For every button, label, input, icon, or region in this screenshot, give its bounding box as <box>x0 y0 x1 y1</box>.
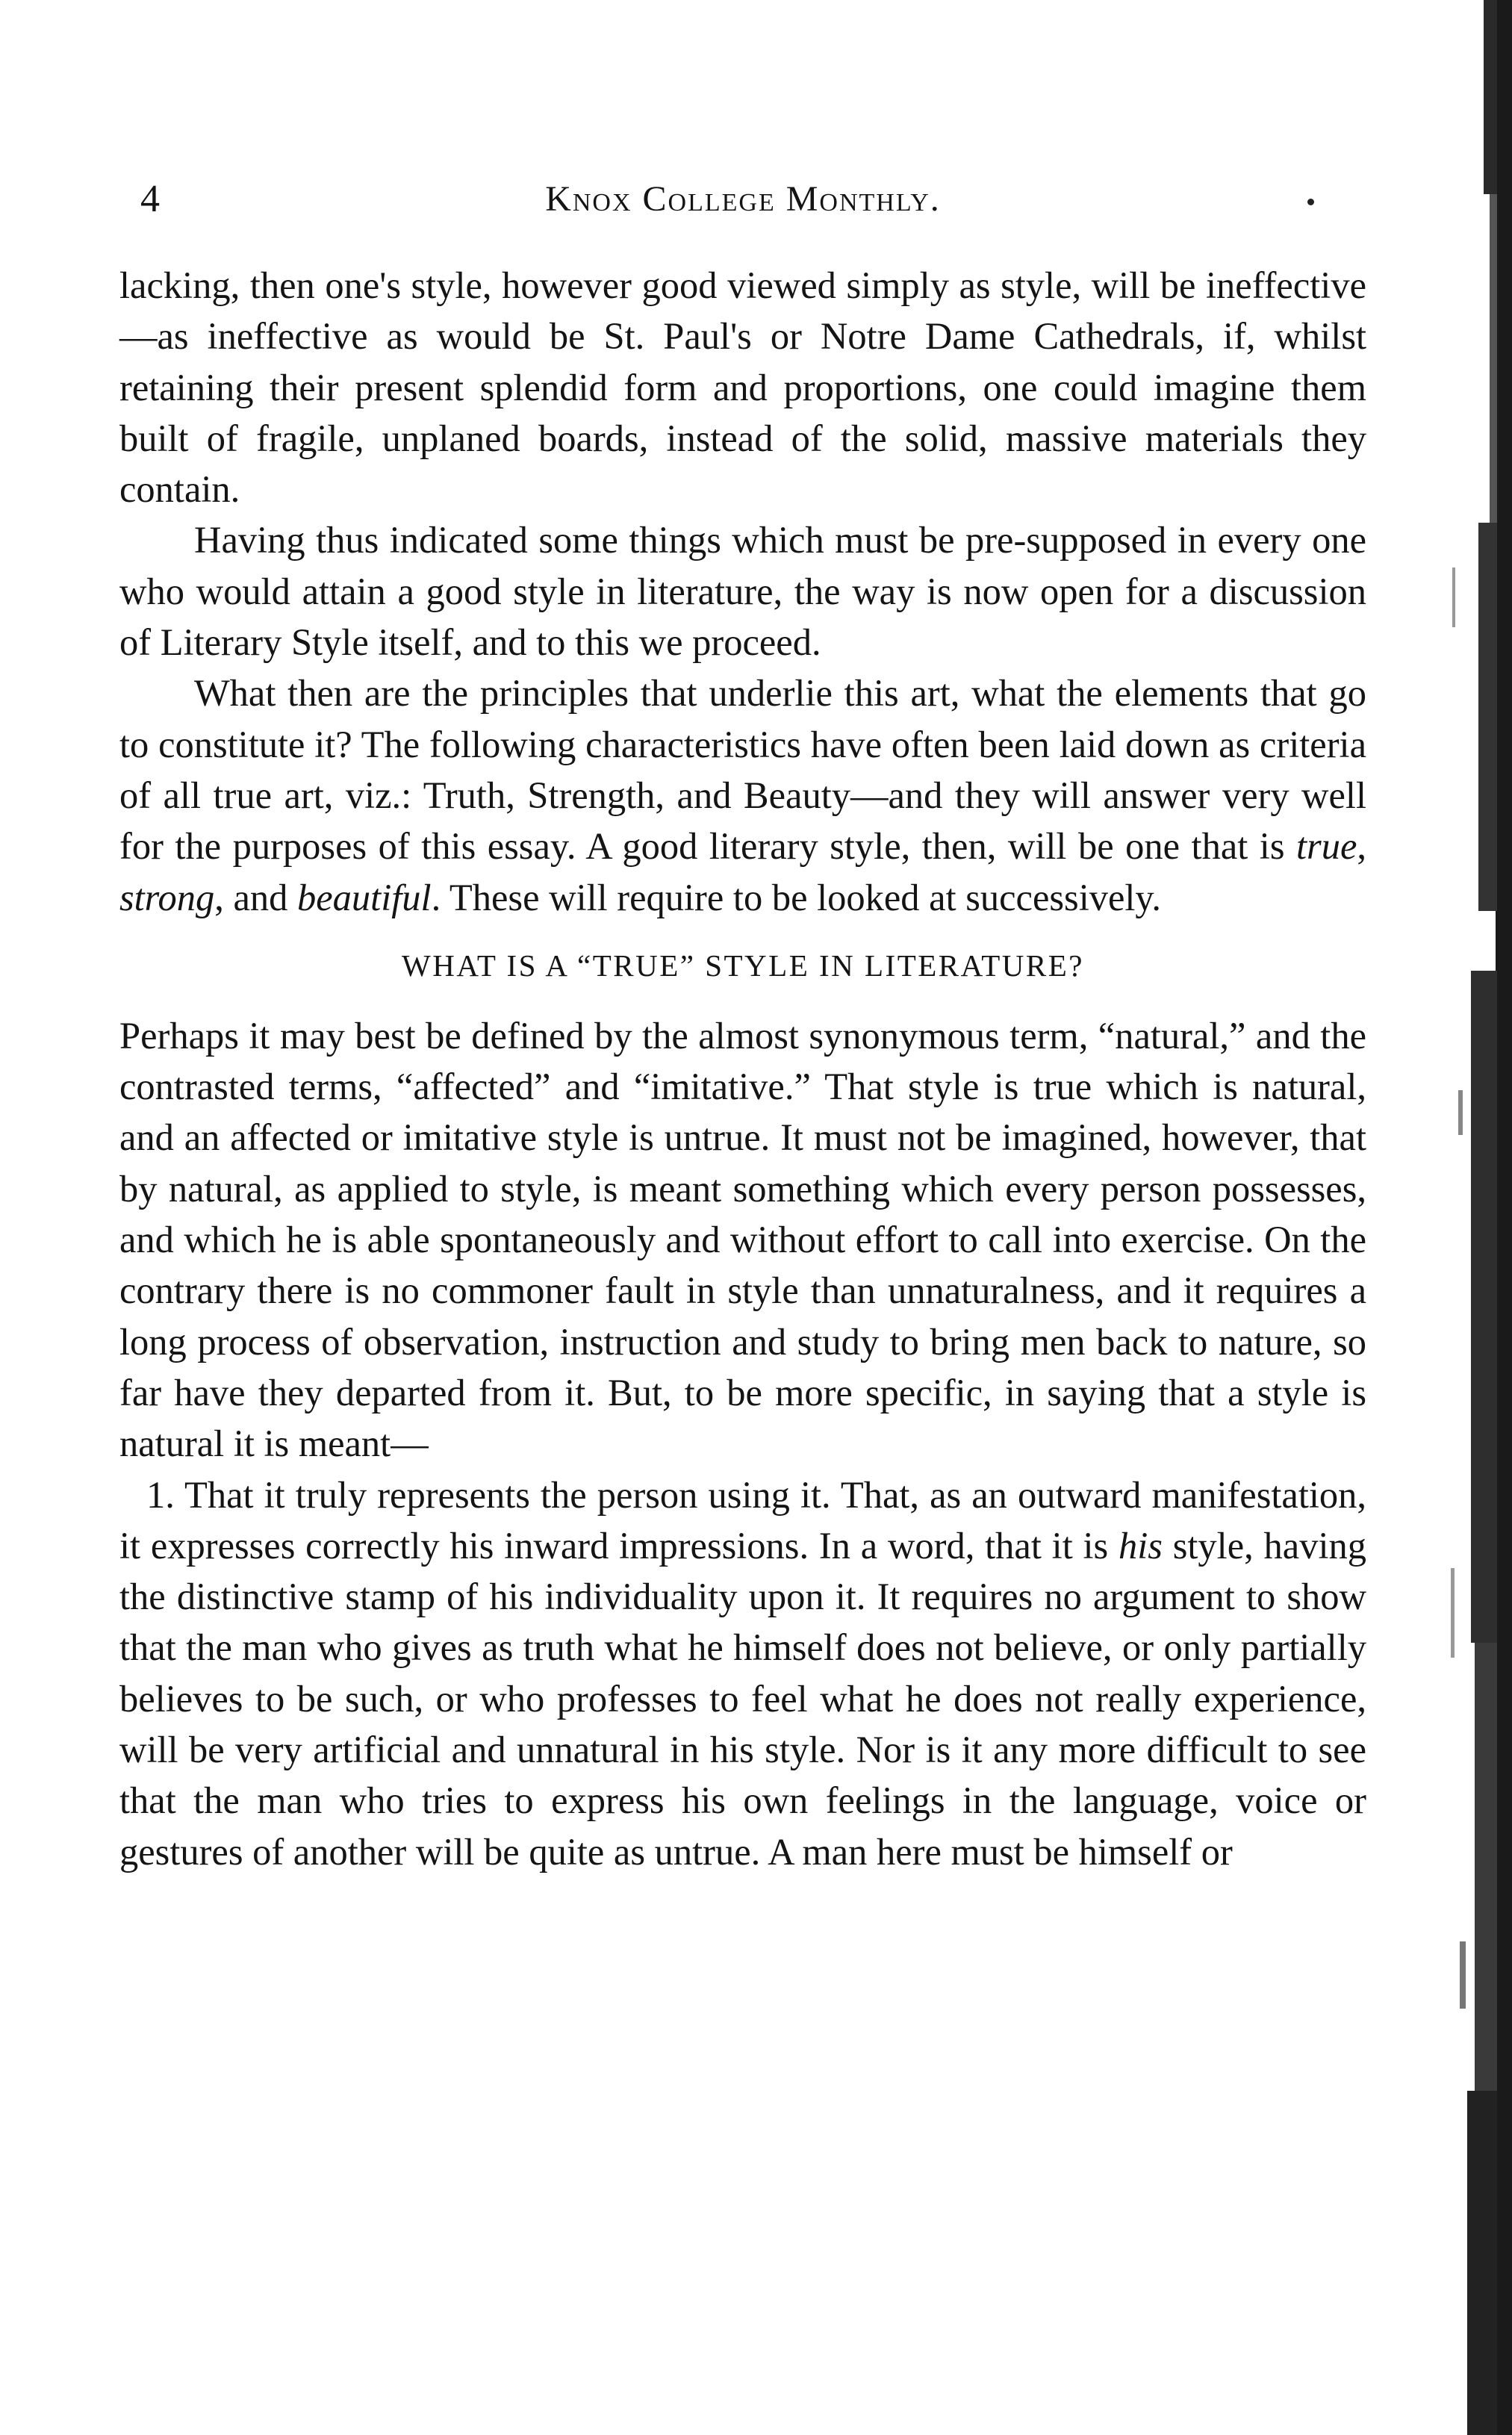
emphasis-true: true <box>1296 825 1357 868</box>
scan-edge-shadow <box>1437 0 1512 2435</box>
paragraph-text: style, having the distinctive stamp of his individuality upon it. It requires no argument to show that the man who gives as truth what he himself does not believe, or only partially believes to be such, or who professes to feel what he does not really experience, will be very artificial and unnatural in his style. Nor is it any more difficult to see that the man who tries to express his own feelings in the language, voice or gestures of another will be quite as untrue. A man here must be himself or <box>119 1524 1366 1873</box>
section-heading: WHAT IS A “TRUE” STYLE IN LITERATURE? <box>402 948 1084 983</box>
stray-ink-mark <box>1307 199 1314 205</box>
paragraph-text: lacking, then one's style, however good viewed simply as style, will be ineffective—as ineffective as would be St. Paul's or Notre Dame Cathedrals, if, whilst retaining their present splendid form and proportions, one could imagine them built of fragile, unplaned boards, instead of the solid, massive materials they contain. <box>119 264 1366 511</box>
paragraph-what-then <box>119 668 1366 922</box>
numbered-paragraph-1 <box>119 1470 1366 1877</box>
page-number: 4 <box>140 178 160 220</box>
paragraph-text: , <box>1357 825 1366 868</box>
paragraph-continued <box>119 260 1366 514</box>
paragraph-text: Perhaps it may best be defined by the almost synonymous term, “natural,” and the contrasted terms, “affected” and “imitative.” That style is true which is natural, and an affected or imitative style is untrue. It must not be imagined, however, that by natural, as applied to style, is meant something which every person possesses, and which he is able spontaneously and without effort to call into exercise. On the contrary there is no commoner fault in style than unnaturalness, and it requires a long process of observation, instruction and study to bring men back to nature, so far have they departed from it. But, to be more specific, in saying that a style is natural it is meant— <box>119 1014 1366 1465</box>
paragraph-text: . These will require to be looked at successively. <box>431 876 1162 918</box>
paragraph-text: 1. That it truly represents the person using it. That, as an outward manifestation, it expresses correctly his inward impressions. In a word, that it is <box>119 1473 1366 1567</box>
body-text <box>119 260 1366 1877</box>
page-header <box>119 173 1366 226</box>
paragraph-having-thus <box>119 514 1366 668</box>
paragraph-text: Having thus indicated some things which must be pre-supposed in every one who would attain a good style in literature, the way is now open for a discussion of Literary Style itself, and to this we proceed. <box>119 519 1366 664</box>
emphasis-strong: strong <box>119 876 215 918</box>
emphasis-his: his <box>1119 1524 1163 1567</box>
paragraph-text: , and <box>214 876 298 918</box>
paragraph-perhaps <box>119 1010 1366 1470</box>
paragraph-text: What then are the principles that underlie this art, what the elements that go to constitute it? The following characteristics have often been laid down as criteria of all true art, viz.: Truth, Strength, and Beauty—and they will answer very well for the purposes of this essay. A good literary style, then, will be one that is <box>119 672 1366 868</box>
emphasis-beautiful: beautiful <box>297 876 432 918</box>
running-title: Knox College Monthly. <box>545 179 941 219</box>
